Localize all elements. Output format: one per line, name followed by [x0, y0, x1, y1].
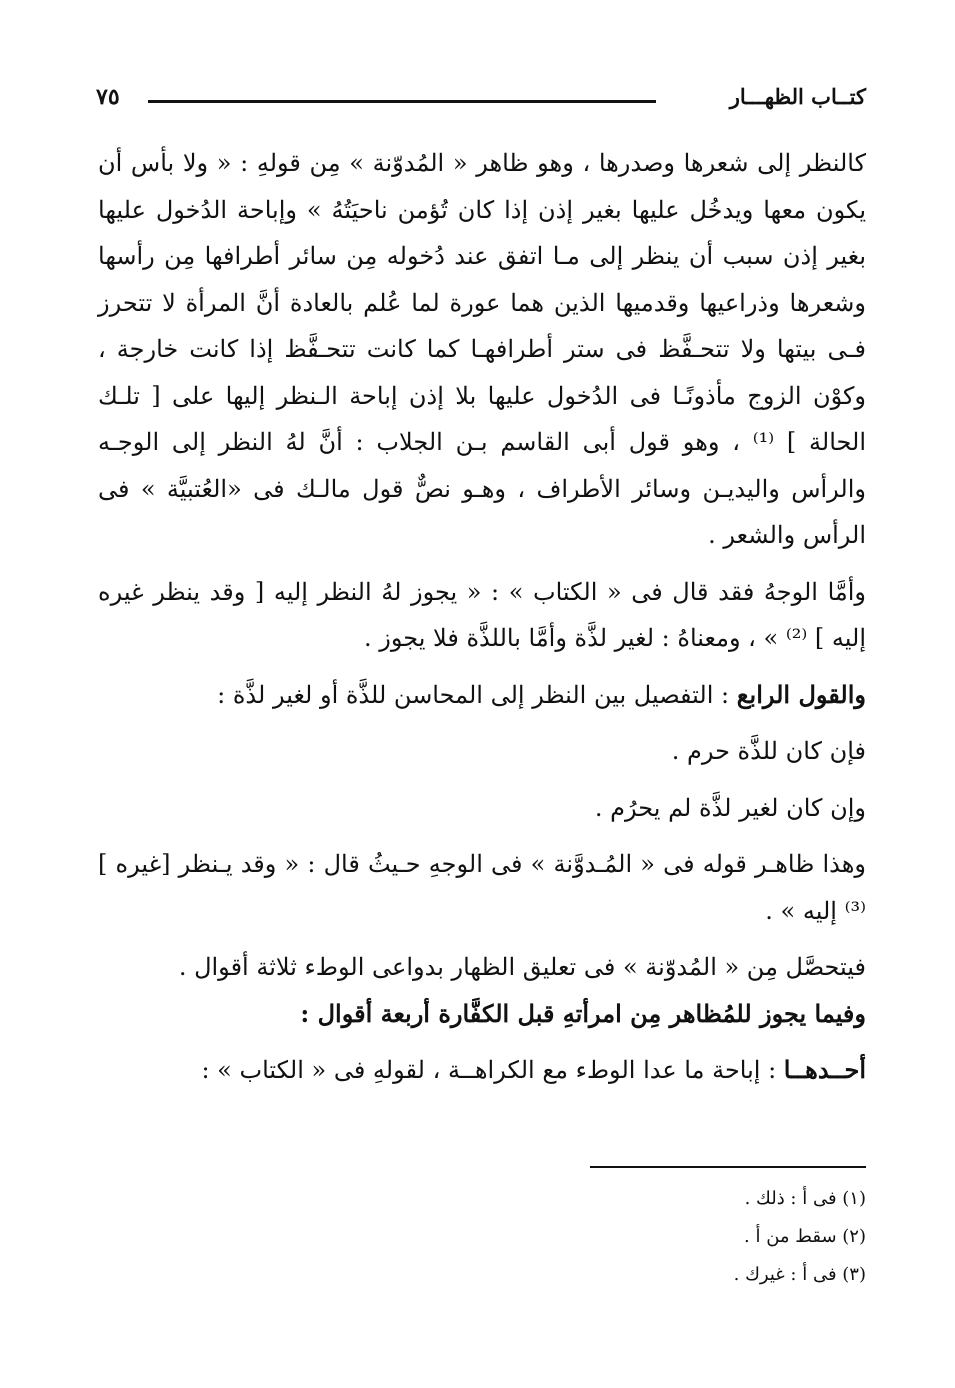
running-title: كتــاب الظهـــار — [729, 84, 866, 109]
summary-line: فيتحصَّل مِن « المُدوّنة » فى تعليق الظهار بدواعى الوطء ثلاثة أقوال . — [178, 953, 866, 981]
paragraph-one: كالنظر إلى شعرها وصدرها ، وهو ظاهر « المُدوّنة » مِن قولهِ : « ولا بأس أن يكون معها ويدخُل عليها بغير إذن إذا كان تُؤمن ناحيَتُهُ » وإباحة الدُخول عليها بغير إذن سبب أن ينظر إلى مـا اتفق عند دُخوله مِن سائر أطرافها مِن رأسها وشعرها وذراعيها وقدميها الذين هما عورة لما عُلم بالعادة أنَّ المرأة لا تتحرز فـى بيتها ولا تتحـفَّظ فى ستر أطرافهـا كما كانت تتحـفَّظ إذا كانت خارجة ، وكوْن الزوج مأذونًـا فى الدُخول عليها بلا إذن إباحة الـنظر إليها على [ تلـك الحالة ] ⁽¹⁾ ، وهو قول أبى القاسم بـن الجلاب : أنَّ لهُ النظر إلى الوجـه والرأس واليديـن وسائر الأطراف ، وهـو نصٌّ قول مالـك فى «العُتبيَّة » فى الرأس والشعر . — [98, 149, 867, 549]
paragraph-two: وأمَّا الوجهُ فقد قال فى « الكتاب » : « يجوز لهُ النظر إليه [ وقد ينظر غيره إليه ] ⁽²⁾ » ، ومعناهُ : لغير لذَّة وأمَّا باللذَّة فلا يجوز . — [98, 577, 866, 652]
footnote-3: (٣) فى أ : غيرك . — [733, 1264, 866, 1285]
footnote-rule — [590, 1166, 866, 1168]
footnotes — [466, 1180, 866, 1294]
paragraph-fourth-opinion — [98, 672, 866, 719]
fourth-opinion-text: : التفصيل بين النظر إلى المحاسن للذَّة أو لغير لذَّة : — [217, 680, 737, 709]
body-text — [98, 140, 866, 1094]
header-rule — [148, 100, 656, 103]
line-if-not-pleasure: وإن كان لغير لذَّة لم يحرُم . — [594, 793, 866, 822]
page-header — [96, 84, 866, 124]
paragraph-first-opinion — [98, 1047, 866, 1094]
paragraph-zahir: وهذا ظاهـر قوله فى « المُـدوَّنة » فى الوجهِ حـيثُ قال : « وقد يـنظر [غيره ] ⁽³⁾ إليه » . — [98, 850, 866, 925]
fourth-opinion-label: والقول الرابع — [736, 679, 866, 709]
first-opinion-text: : إباحة ما عدا الوطء مع الكراهــة ، لقولهِ فى « الكتاب » : — [201, 1056, 784, 1084]
first-opinion-label: أحــدهــا — [783, 1055, 866, 1084]
section-heading: وفيما يجوز للمُظاهر مِن امرأتهِ قبل الكفَّارة أربعة أقوال : — [300, 998, 866, 1028]
footnote-1: (١) فى أ : ذلك . — [744, 1188, 866, 1209]
line-if-pleasure: فإن كان للذَّة حرم . — [671, 737, 866, 765]
page-number: ٧٥ — [96, 84, 120, 110]
footnote-2: (٢) سقط من أ . — [744, 1226, 866, 1247]
